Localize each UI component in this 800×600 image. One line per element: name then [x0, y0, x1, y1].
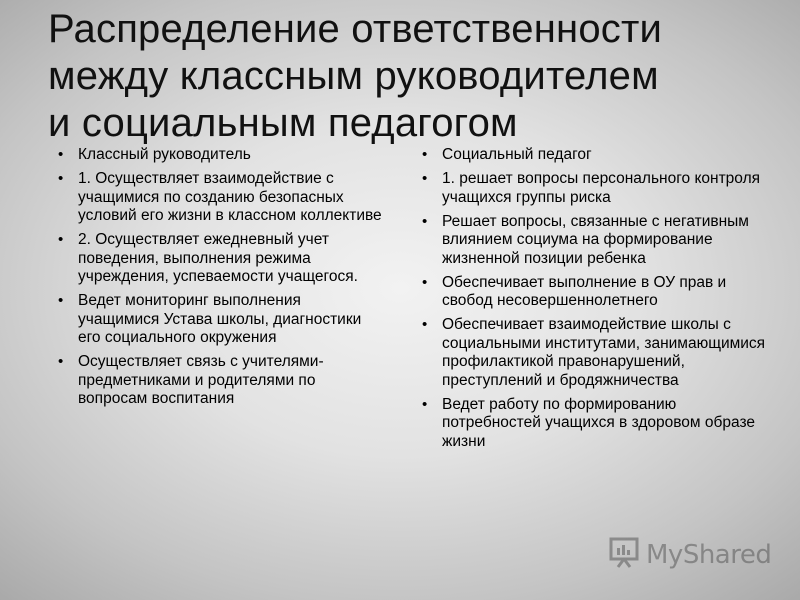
slide-title [48, 6, 788, 147]
list-item: • Осуществляет связь с учителями-предметниками и родителями по вопросам воспитания [58, 353, 383, 409]
slide-title-line-2: между классным руководителем [48, 54, 659, 98]
slide-title-line-3: и социальным педагогом [48, 101, 518, 145]
social-pedagogue-list [422, 146, 767, 457]
class-teacher-list [58, 146, 383, 414]
list-item: • 1. Осуществляет взаимодействие с учащимися по созданию безопасных условий его жизни в классном коллективе [58, 170, 383, 226]
watermark [608, 536, 771, 573]
list-item: • Решает вопросы, связанные с негативным влиянием социума на формирование жизненной позиции ребенка [422, 213, 767, 269]
slide-title-line-1: Распределение ответственности [48, 7, 663, 51]
list-item: • 2. Осуществляет ежедневный учет поведения, выполнения режима учреждения, успеваемости учащегося. [58, 231, 383, 287]
class-teacher-heading: • Классный руководитель [58, 146, 383, 165]
presentation-board-icon [608, 536, 642, 573]
list-item: • 1. решает вопросы персонального контроля учащихся группы риска [422, 170, 767, 207]
list-item: • Обеспечивает выполнение в ОУ прав и свобод несовершеннолетнего [422, 274, 767, 311]
watermark-text: MyShared [646, 539, 772, 570]
social-pedagogue-heading: • Социальный педагог [422, 146, 767, 165]
list-item: • Ведет мониторинг выполнения учащимися Устава школы, диагностики его социального окружения [58, 292, 383, 348]
list-item: • Обеспечивает взаимодействие школы с социальными институтами, занимающимися профилактикой правонарушений, преступлений и бродяжничества [422, 316, 767, 390]
list-item: • Ведет работу по формированию потребностей учащихся в здоровом образе жизни [422, 396, 767, 452]
